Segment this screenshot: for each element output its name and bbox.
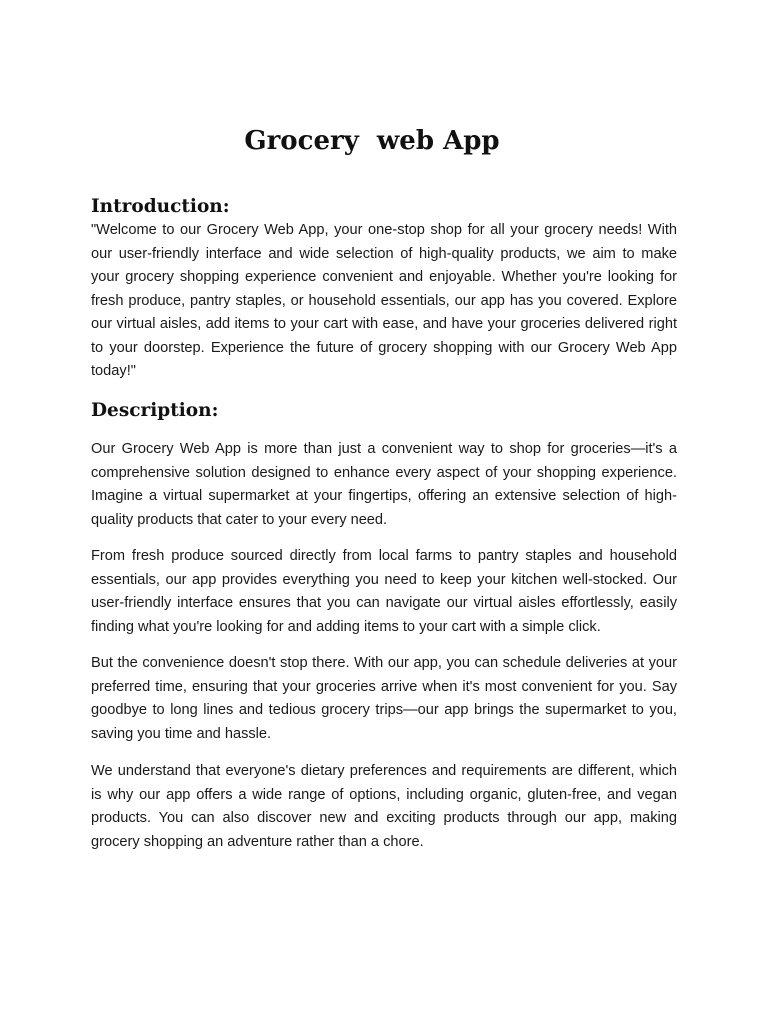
description-paragraph: But the convenience doesn't stop there. With our app, you can schedule deliveries at your preferred time, ensuring that your groceries arrive when it's most convenient for you. Say goodbye to long lines and tedious grocery trips—our app brings the supermarket to you, saving you time and hassle. [91,655,677,742]
description-paragraph: We understand that everyone's dietary preferences and requirements are different, which is why our app offers a wide range of options, including organic, gluten-free, and vegan products. You can also discover new and exciting products through our app, making grocery shopping an adventure rather than a chore. [91,763,677,850]
document-title: Grocery web App [244,126,500,156]
description-heading: Description: [91,400,219,421]
description-paragraph: Our Grocery Web App is more than just a convenient way to shop for groceries—it's a comprehensive solution designed to enhance every aspect of your shopping experience. Imagine a virtual supermarket at your fingertips, offering an extensive selection of high-quality products that cater to your every need. [91,441,677,528]
description-paragraph: From fresh produce sourced directly from local farms to pantry staples and household essentials, our app provides everything you need to keep your kitchen well-stocked. Our user-friendly interface ensures that you can navigate our virtual aisles effortlessly, easily finding what you're looking for and adding items to your cart with a simple click. [91,548,677,635]
introduction-heading: Introduction: [91,196,230,217]
introduction-paragraph: "Welcome to our Grocery Web App, your one-stop shop for all your grocery needs! With our user-friendly interface and wide selection of high-quality products, we aim to make your grocery shopping experience convenient and enjoyable. Whether you're looking for fresh produce, pantry staples, or household essentials, our app has you covered. Explore our virtual aisles, add items to your cart with ease, and have your groceries delivered right to your doorstep. Experience the future of grocery shopping with our Grocery Web App today!" [91,222,677,379]
